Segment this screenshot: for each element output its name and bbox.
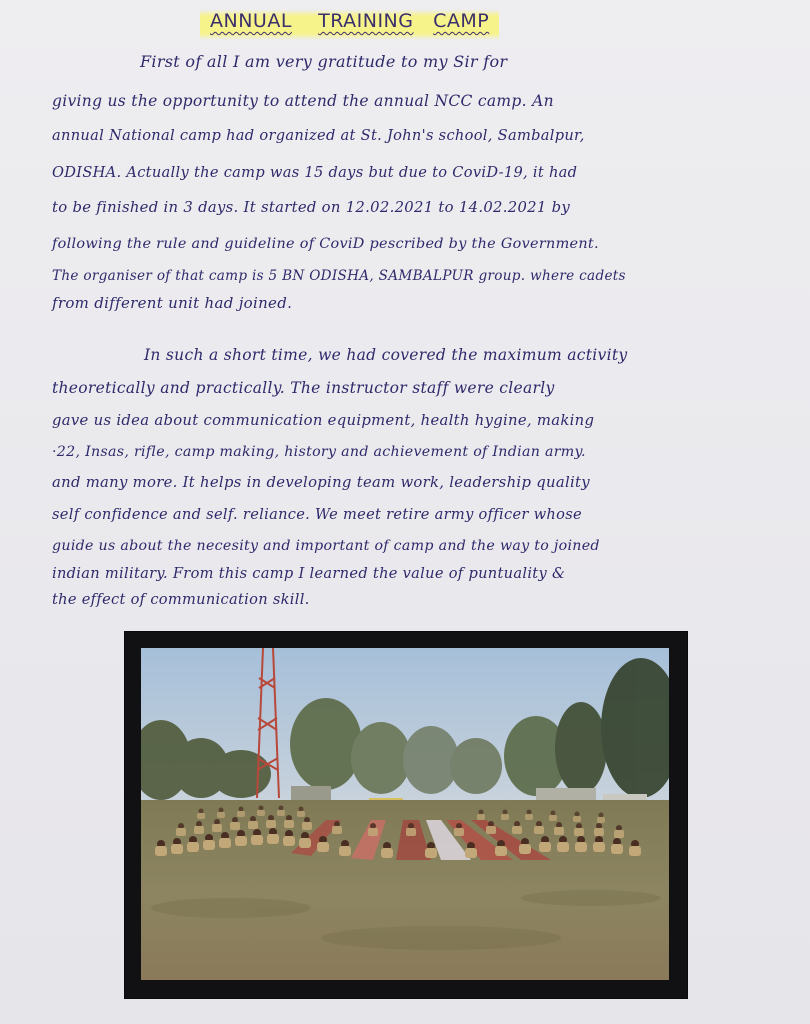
text-line: ODISHA. Actually the camp was 15 days but due to CoviD-19, it had xyxy=(52,164,578,181)
text-line: annual National camp had organized at St. John's school, Sambalpur, xyxy=(52,127,585,144)
page-title xyxy=(200,6,499,40)
text-line: theoretically and practically. The instructor staff were clearly xyxy=(52,379,555,397)
text-line: The organiser of that camp is 5 BN ODISHA, SAMBALPUR group. where cadets xyxy=(52,268,626,284)
title-word-training: TRAINING xyxy=(318,10,414,32)
text-line: self confidence and self. reliance. We meet retire army officer whose xyxy=(52,506,582,523)
text-line: ·22, Insas, rifle, camp making, history and achievement of Indian army. xyxy=(52,444,586,460)
text-line: giving us the opportunity to attend the annual NCC camp. An xyxy=(52,92,554,110)
camp-photo xyxy=(141,648,669,980)
text-line: In such a short time, we had covered the maximum activity xyxy=(144,346,628,364)
text-line: and many more. It helps in developing team work, leadership quality xyxy=(52,474,590,491)
photo-frame xyxy=(125,632,687,998)
title-word-camp: CAMP xyxy=(433,10,490,32)
text-line: indian military. From this camp I learned the value of puntuality & xyxy=(52,565,566,582)
text-line: gave us idea about communication equipment, health hygine, making xyxy=(52,412,595,429)
title-word-annual: ANNUAL xyxy=(210,10,292,32)
text-line: from different unit had joined. xyxy=(52,294,293,312)
text-line: First of all I am very gratitude to my Sir for xyxy=(140,52,508,71)
text-line: guide us about the necesity and important of camp and the way to joined xyxy=(52,538,600,554)
text-line: following the rule and guideline of CoviD pescribed by the Government. xyxy=(52,236,599,252)
text-line: the effect of communication skill. xyxy=(52,591,310,608)
text-line: to be finished in 3 days. It started on 12.02.2021 to 14.02.2021 by xyxy=(52,199,571,216)
camp-photo-illustration xyxy=(141,648,669,980)
